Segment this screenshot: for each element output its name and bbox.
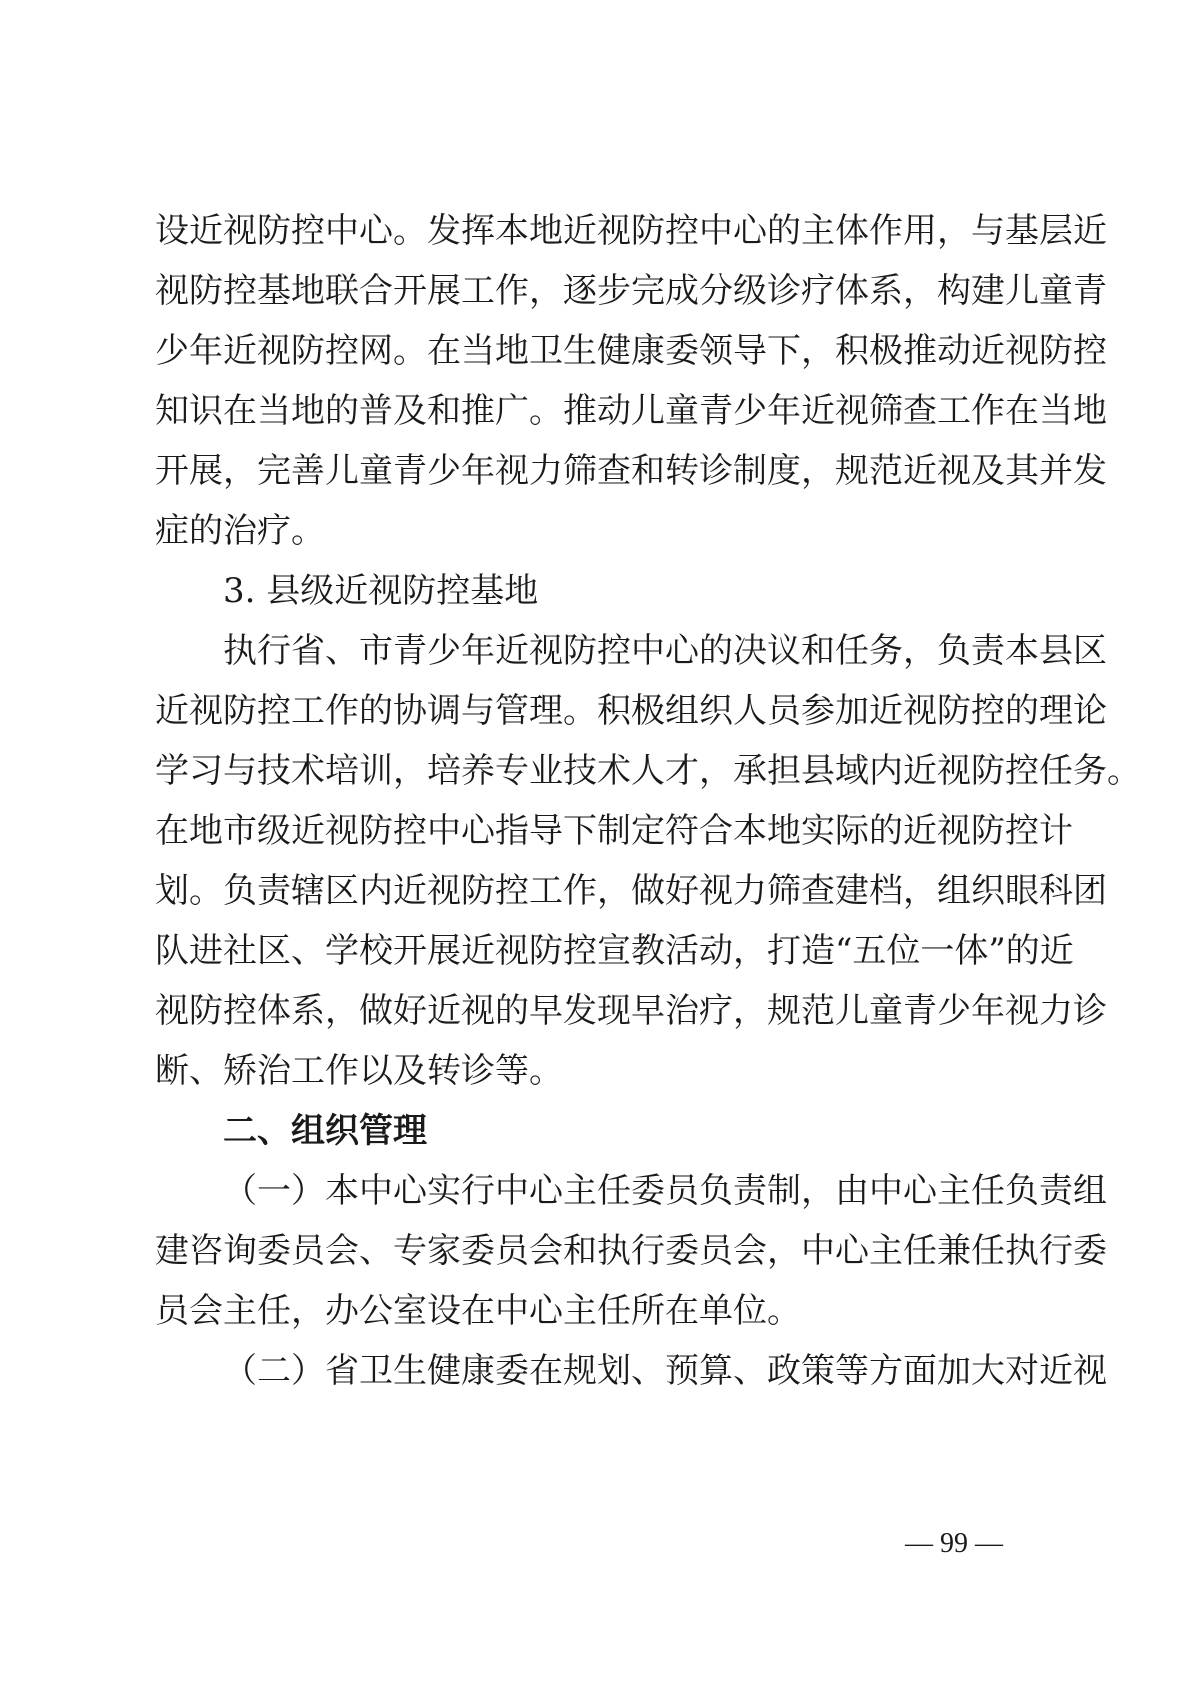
section-heading: 二、组织管理 — [223, 1111, 427, 1151]
paragraph-line: 视防控体系，做好近视的早发现早治疗，规范儿童青少年视力诊 — [155, 991, 1107, 1031]
paragraph-line: 断、矫治工作以及转诊等。 — [155, 1051, 563, 1091]
paragraph-line: 执行省、市青少年近视防控中心的决议和任务，负责本县区 — [223, 631, 1107, 671]
paragraph-line: 队进社区、学校开展近视防控宣教活动，打造“五位一体”的近 — [155, 931, 1074, 971]
paragraph-line: 员会主任，办公室设在中心主任所在单位。 — [155, 1291, 801, 1331]
paragraph-line: （二）省卫生健康委在规划、预算、政策等方面加大对近视 — [223, 1351, 1107, 1391]
paragraph-line: （一）本中心实行中心主任委员负责制，由中心主任负责组 — [223, 1171, 1107, 1211]
paragraph-line: 学习与技术培训，培养专业技术人才，承担县域内近视防控任务。 — [155, 751, 1141, 791]
paragraph-line: 少年近视防控网。在当地卫生健康委领导下，积极推动近视防控 — [155, 331, 1107, 371]
paragraph-line: 在地市级近视防控中心指导下制定符合本地实际的近视防控计 — [155, 811, 1073, 851]
page-number: — 99 — — [905, 1528, 1003, 1559]
paragraph-line: 知识在当地的普及和推广。推动儿童青少年近视筛查工作在当地 — [155, 391, 1107, 431]
paragraph-line: 症的治疗。 — [155, 511, 325, 551]
paragraph-line: 开展，完善儿童青少年视力筛查和转诊制度，规范近视及其并发 — [155, 451, 1107, 491]
paragraph-line: 视防控基地联合开展工作，逐步完成分级诊疗体系，构建儿童青 — [155, 271, 1107, 311]
section-subheading: 3. 县级近视防控基地 — [223, 571, 539, 611]
paragraph-line: 近视防控工作的协调与管理。积极组织人员参加近视防控的理论 — [155, 691, 1107, 731]
paragraph-line: 建咨询委员会、专家委员会和执行委员会，中心主任兼任执行委 — [155, 1231, 1107, 1271]
paragraph-line: 设近视防控中心。发挥本地近视防控中心的主体作用，与基层近 — [155, 211, 1107, 251]
paragraph-line: 划。负责辖区内近视防控工作，做好视力筛查建档，组织眼科团 — [155, 871, 1107, 911]
